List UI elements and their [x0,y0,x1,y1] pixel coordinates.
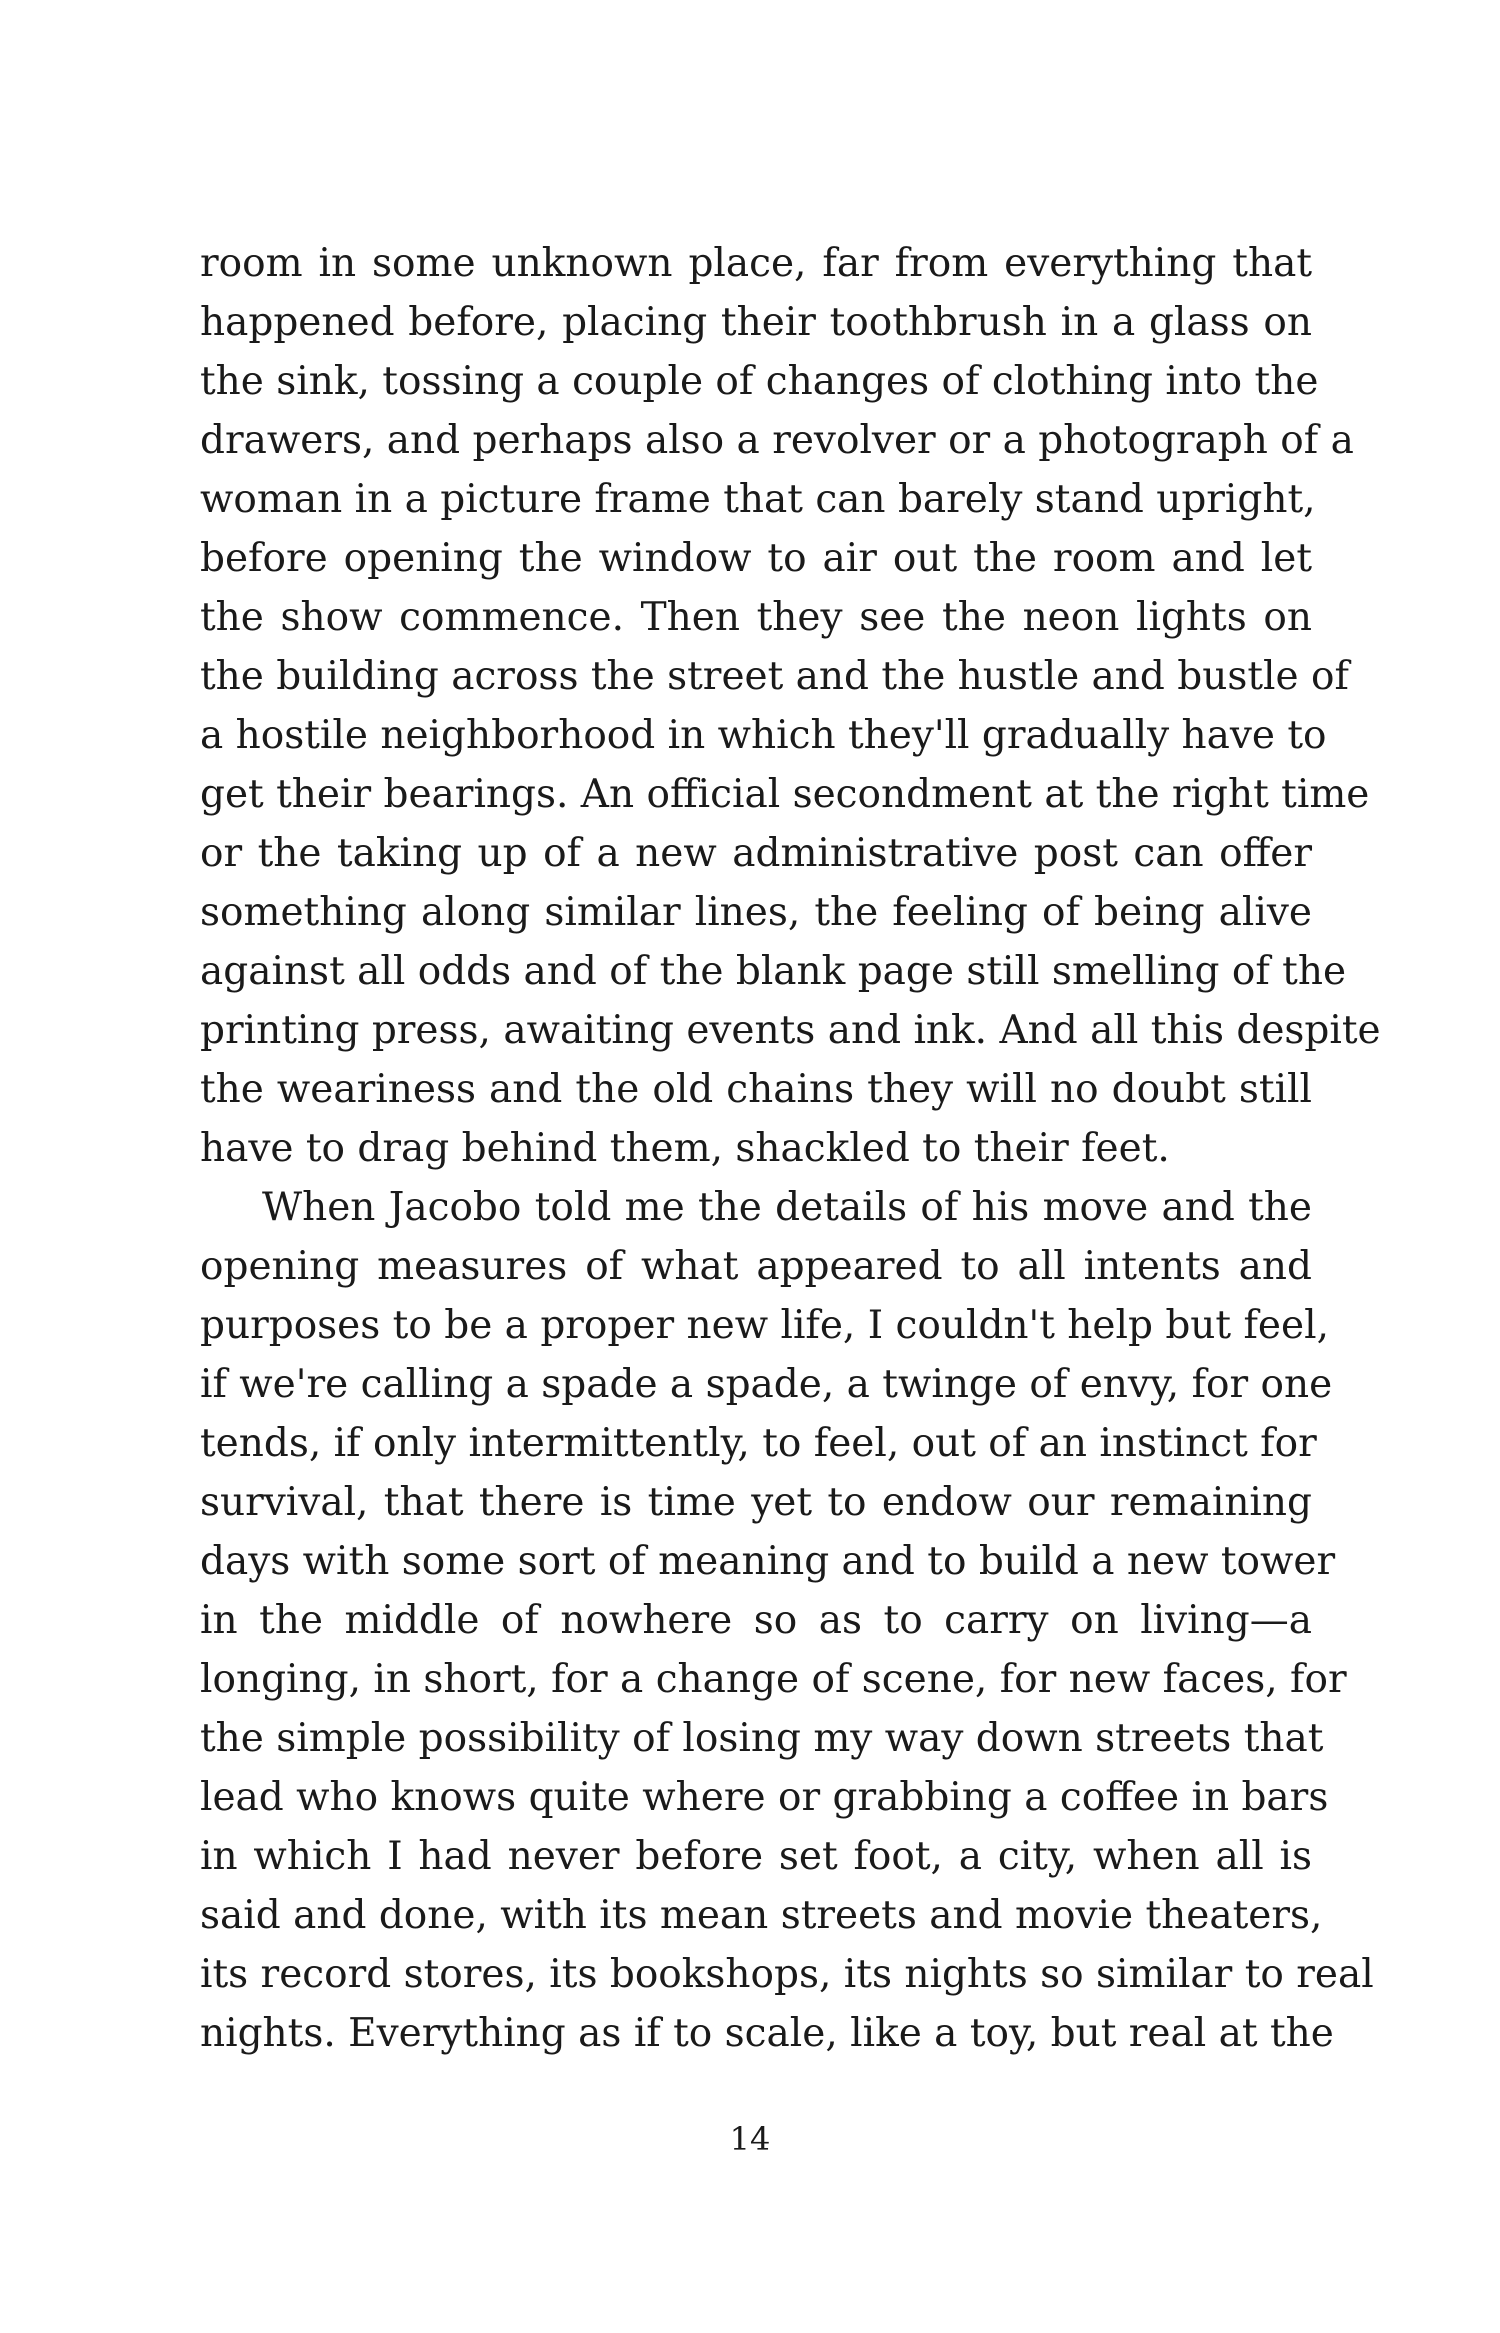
text-line: purposes to be a proper new life, I couldn't help but feel, [200,1303,1329,1348]
text-line: in the middle of nowhere so as to carry on living—a [200,1598,1312,1643]
text-line: against all odds and of the blank page still smelling of the [200,949,1347,994]
text-line: survival, that there is time yet to endow our remaining [200,1480,1312,1525]
text-line: happened before, placing their toothbrush in a glass on [200,300,1312,345]
text-line: days with some sort of meaning and to build a new tower [200,1539,1336,1584]
text-line: tends, if only intermittently, to feel, out of an instinct for [200,1421,1317,1466]
text-line: or the taking up of a new administrative post can offer [200,831,1312,876]
text-line: in which I had never before set foot, a city, when all is [200,1834,1312,1879]
text-line: before opening the window to air out the room and let [200,536,1312,581]
text-line: the show commence. Then they see the neon lights on [200,595,1312,640]
body-text [200,234,1381,2063]
paragraph-1 [200,234,1381,1178]
text-line: its record stores, its bookshops, its nights so similar to real [200,1952,1374,1997]
text-line: the simple possibility of losing my way down streets that [200,1716,1324,1761]
text-line: if we're calling a spade a spade, a twinge of envy, for one [200,1362,1333,1407]
text-line: drawers, and perhaps also a revolver or a photograph of a [200,418,1354,463]
text-line: a hostile neighborhood in which they'll gradually have to [200,713,1327,758]
text-line: said and done, with its mean streets and movie theaters, [200,1893,1323,1938]
text-line: the building across the street and the hustle and bustle of [200,654,1349,699]
paragraph-2 [200,1178,1374,2063]
text-line: opening measures of what appeared to all intents and [200,1244,1312,1289]
page-number: 14 [729,2120,771,2158]
text-line: get their bearings. An official secondment at the right time [200,772,1370,817]
text-line: nights. Everything as if to scale, like a toy, but real at the [200,2011,1334,2056]
text-line: the sink, tossing a couple of changes of clothing into the [200,359,1319,404]
text-line: the weariness and the old chains they will no doubt still [200,1067,1312,1112]
text-line: When Jacobo told me the details of his move and the [262,1185,1312,1230]
text-line: something along similar lines, the feeling of being alive [200,890,1312,935]
text-line: longing, in short, for a change of scene, for new faces, for [200,1657,1347,1702]
text-line: lead who knows quite where or grabbing a coffee in bars [200,1775,1329,1820]
text-line: have to drag behind them, shackled to their feet. [200,1126,1170,1171]
text-line: room in some unknown place, far from everything that [200,241,1312,286]
text-line: woman in a picture frame that can barely stand upright, [200,477,1316,522]
text-line: printing press, awaiting events and ink. And all this despite [200,1008,1381,1053]
